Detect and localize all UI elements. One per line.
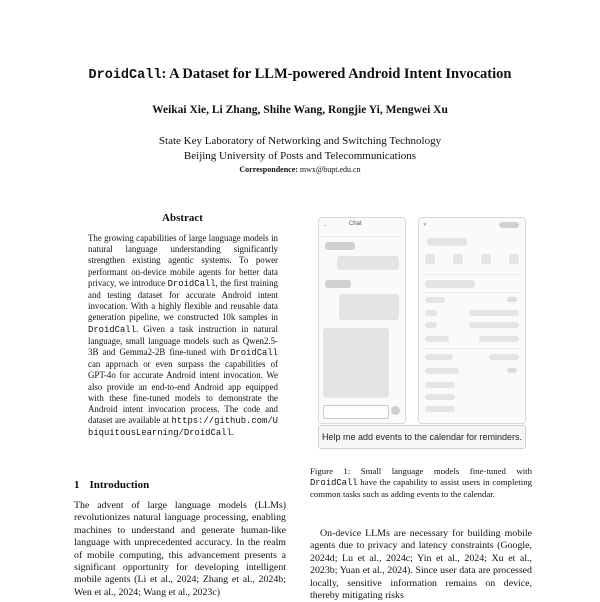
calendar-screen-mock [418, 217, 526, 424]
send-icon[interactable] [391, 406, 400, 415]
save-button[interactable] [499, 222, 519, 228]
start-datetime[interactable] [469, 310, 519, 316]
introduction-text: The advent of large language models (LLMs) revolutionizes natural language processing, enabling machines to understand and generate human-like language with unprecedented accuracy. In the realm of mobile computing, this advancement presents a significant opportunity for developing intelligent mobile agents (Li et al., 2024; Zhang et al., 2024b; Wen et al., 2024; Wang et al., 2023c) [74, 500, 286, 598]
affiliation-line-1: State Key Laboratory of Networking and Switching Technology [158, 135, 442, 147]
instruction-banner: Help me add events to the calendar for reminders. [318, 425, 526, 449]
figure-caption [310, 466, 532, 500]
availability-label [425, 368, 459, 374]
event-type-row [425, 254, 519, 268]
paper-title-rest: : A Dataset for LLM-powered Android Intent Invocation [161, 66, 512, 82]
abstract-part-1: The growing capabilities of large language models in natural language understanding significantly strengthen existing agentic systems. To power performant on-device mobile agents for better data privacy, we introduce [88, 233, 278, 288]
all-day-toggle[interactable] [507, 297, 517, 302]
all-day-label [425, 297, 445, 303]
abstract-heading: Abstract [162, 212, 203, 224]
event-title-field[interactable] [427, 238, 467, 246]
account-selector[interactable] [425, 280, 475, 288]
assistant-tag [325, 280, 351, 288]
repeat-label [425, 336, 449, 342]
user-message-bubble [337, 256, 399, 270]
chat-title: Chat [349, 221, 362, 227]
section-title: Introduction [89, 479, 150, 491]
correspondence [0, 165, 600, 174]
abstract-part-2: , the first training and testing dataset for accurate Android intent invocation. With a highly flexible and reusable data generation pipeline, we constructed 10k samples in [88, 277, 278, 323]
section-number: 1 [74, 479, 80, 491]
timezone-value[interactable] [479, 336, 519, 342]
notification-row-2[interactable] [425, 394, 455, 400]
right-column-body [310, 528, 532, 602]
author-list: Weikai Xie, Li Zhang, Shihe Wang, Rongjie Yi, Mengwei Xu [152, 104, 448, 116]
goal-type-icon[interactable] [481, 254, 491, 264]
notification-row-3[interactable] [425, 406, 455, 412]
section-heading [74, 479, 149, 491]
event-type-icon[interactable] [425, 254, 435, 264]
figure-caption-prefix: Figure 1: Small language models fine-tuned with [310, 466, 532, 476]
right-column-text: On-device LLMs are necessary for building mobile agents due to privacy and latency constraints (Google, 2024d; Lu et al., 2024c; Yin et al., 2024; Xu et al., 2023b; Yuan et al., 2024). Since user data are processed locally, sensitive information remains on device, thereby mitigating risks [310, 528, 532, 602]
abstract-code-1: DroidCall [167, 278, 216, 289]
task-type-icon[interactable] [453, 254, 463, 264]
figure-caption-code: DroidCall [310, 478, 358, 488]
assistant-message-bubble [339, 294, 399, 320]
close-icon[interactable]: ✕ [423, 222, 427, 227]
function-call-bubble [323, 328, 389, 398]
figure-caption-suffix: have the capability to assist users in completing common tasks such as adding events to the calendar. [310, 477, 532, 499]
paper-title-name: DroidCall [88, 68, 162, 83]
abstract-url[interactable]: https://github.com/UbiquitousLearning/DroidCall [88, 416, 278, 439]
availability-toggle[interactable] [507, 368, 517, 373]
abstract-part-3: . Given a task instruction in natural language, small language models such as Qwen2.5-3B and Gemma2-2B fine-tuned with [88, 323, 278, 358]
chat-input[interactable] [323, 405, 389, 419]
paper-title [0, 66, 600, 83]
correspondence-email: mwx@bupt.edu.cn [299, 165, 361, 174]
introduction-body [74, 500, 286, 599]
abstract-part-4: can approach or even surpass the capabilities of GPT-4o for accurate Android intent invocation. We also provide an end-to-end Android app equipped with these fine-tuned models to demonstrate the Android intent invocation process. The code and dataset are available at [88, 359, 278, 426]
chat-screen-mock [318, 217, 406, 424]
abstract-code-3: DroidCall [230, 348, 278, 359]
reminder-type-icon[interactable] [509, 254, 519, 264]
notification-row-1[interactable] [425, 382, 455, 388]
description-value[interactable] [489, 354, 519, 360]
correspondence-label: Correspondence: [239, 165, 298, 174]
end-label [425, 322, 437, 328]
affiliation-line-2: Beijing University of Posts and Telecommunications [183, 150, 417, 162]
end-datetime[interactable] [469, 322, 519, 328]
start-label [425, 310, 437, 316]
back-arrow-icon: ← [323, 222, 328, 227]
description-label [425, 354, 453, 360]
abstract-body [88, 233, 278, 440]
abstract-code-2: DroidCall [88, 324, 136, 335]
abstract-end: . [231, 427, 235, 438]
chat-tag [325, 242, 355, 250]
